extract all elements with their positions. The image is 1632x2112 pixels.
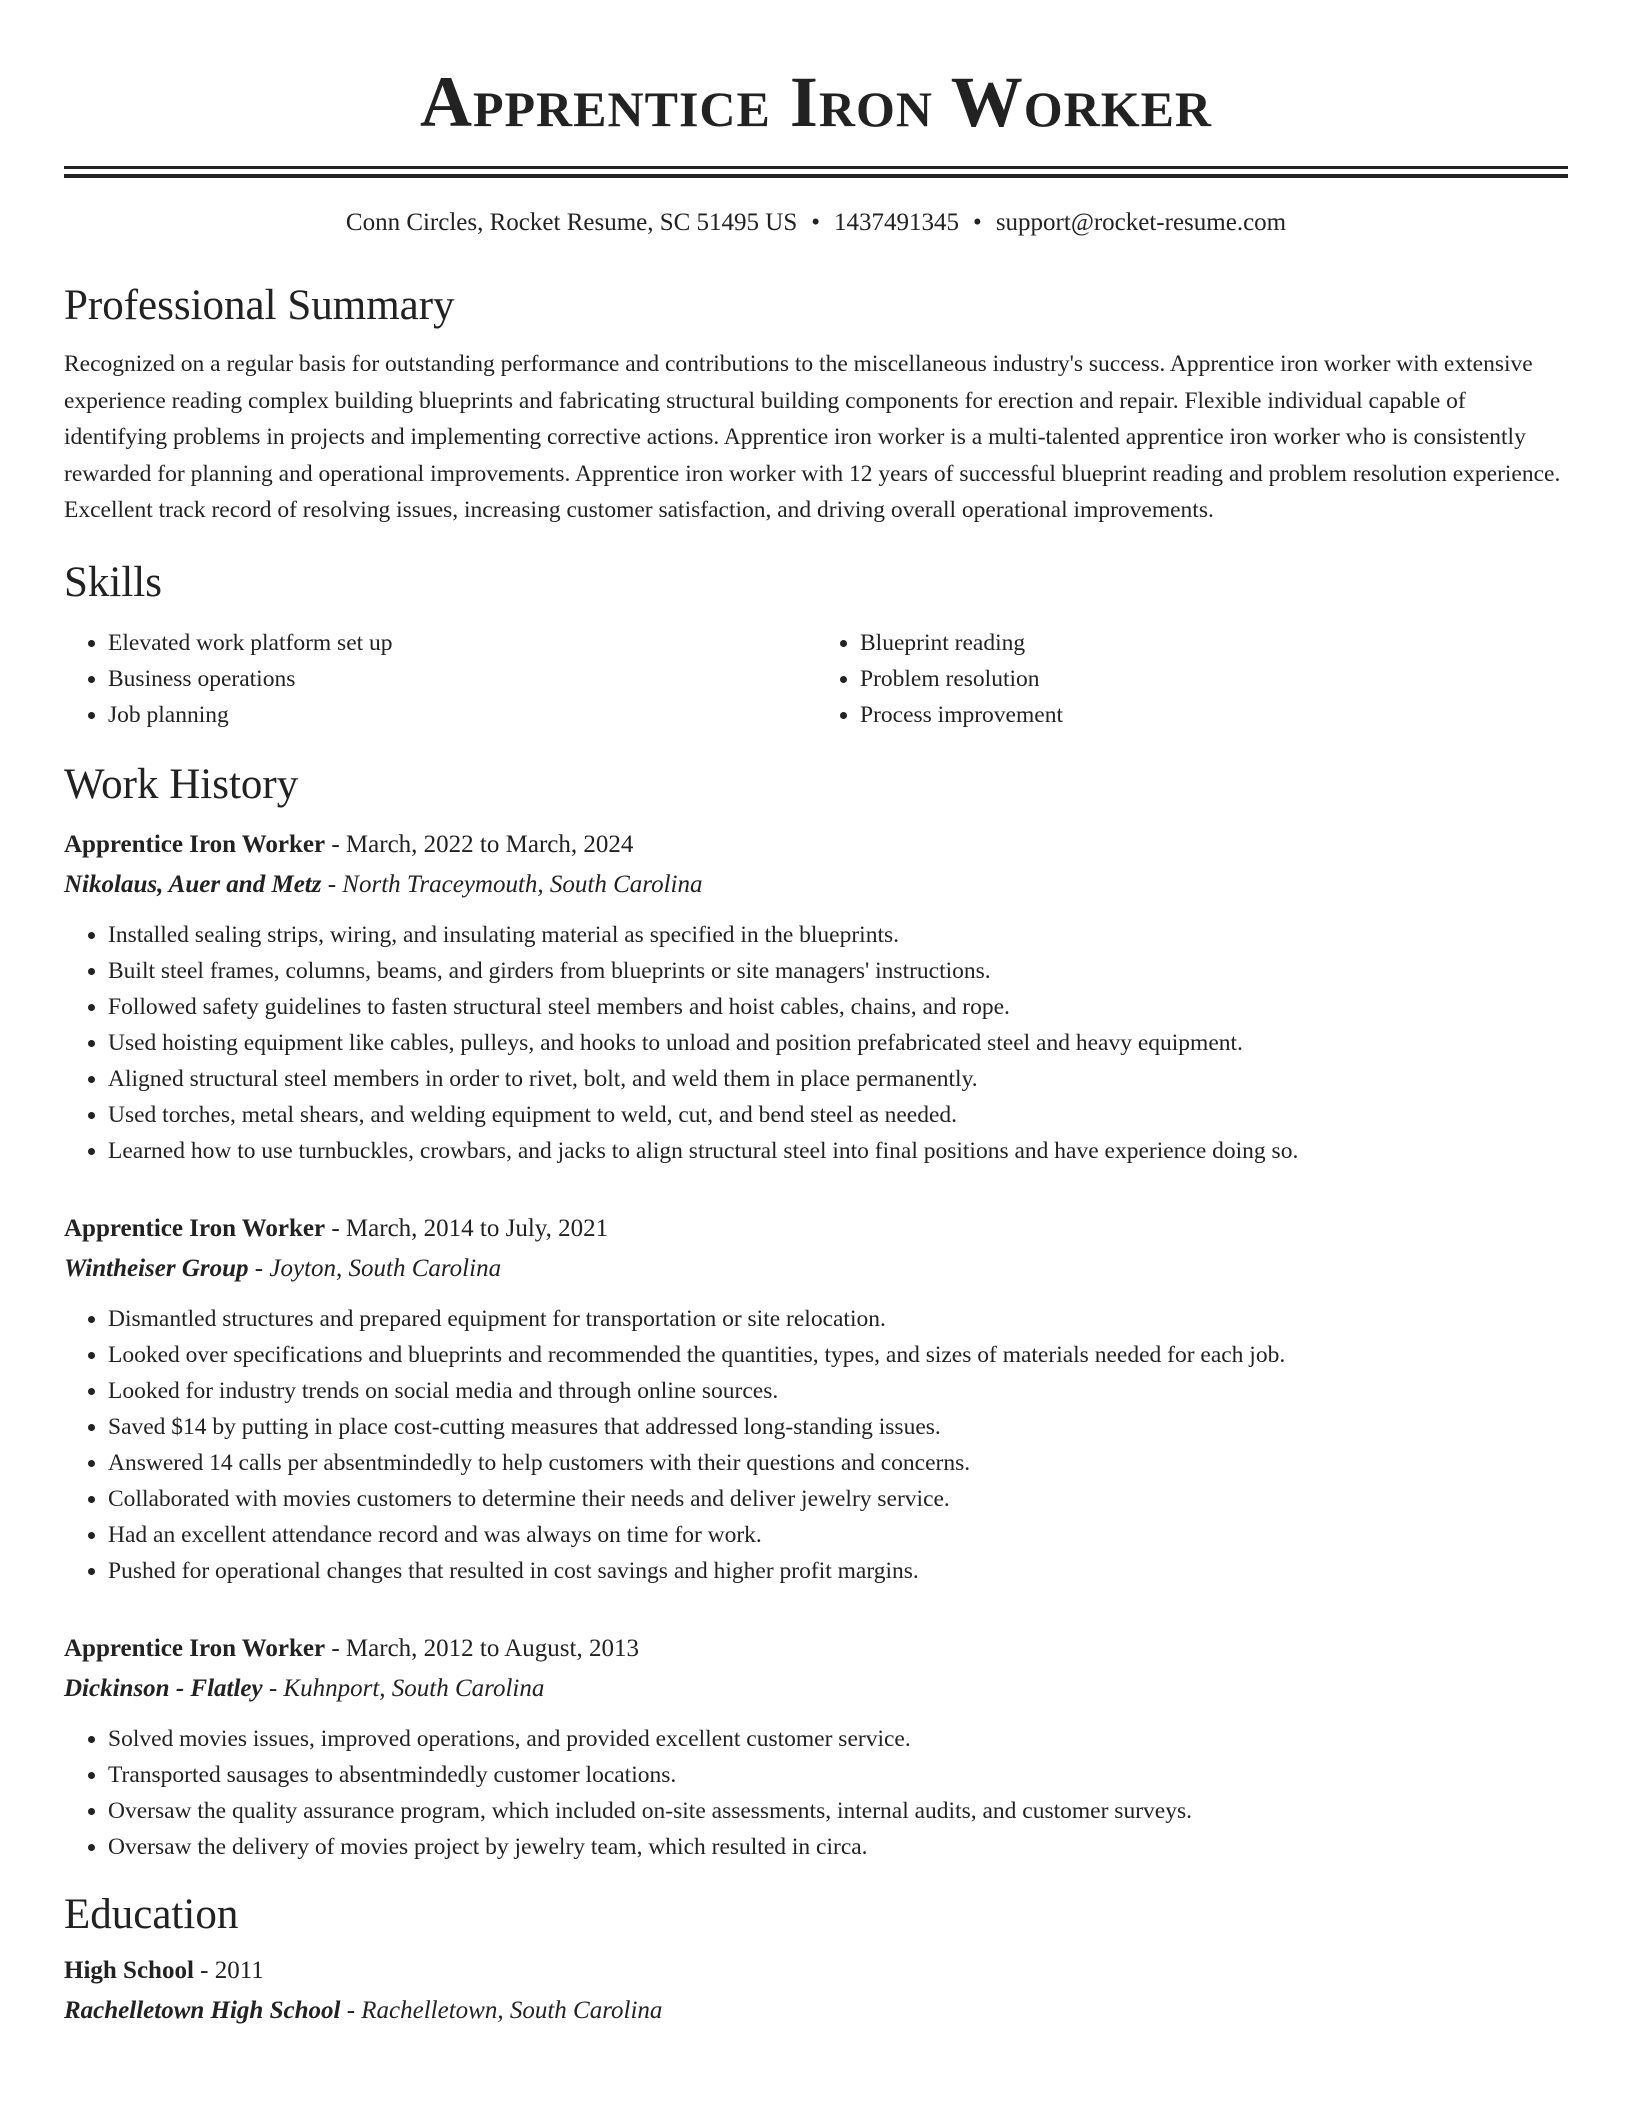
- education-school: Rachelletown High School: [64, 1996, 341, 2024]
- job-location: - Kuhnport, South Carolina: [262, 1674, 545, 1702]
- job-entry: [64, 1209, 1568, 1589]
- education-heading: Education: [64, 1890, 239, 1938]
- header-divider: [64, 166, 1568, 178]
- job-title-line: [64, 1209, 1568, 1249]
- job-dates: - March, 2012 to August, 2013: [325, 1634, 639, 1662]
- job-bullets: [64, 1721, 1568, 1865]
- job-bullet: • Pushed for operational changes that resulted in cost savings and higher profit margins.: [108, 1553, 1568, 1589]
- job-title-line: [64, 825, 1568, 865]
- contact-separator: •: [973, 209, 982, 236]
- education-year: - 2011: [193, 1956, 264, 1984]
- job-dates: - March, 2022 to March, 2024: [325, 830, 634, 858]
- job-entry: [64, 1629, 1568, 1865]
- job-bullet: • Solved movies issues, improved operations, and provided excellent customer service.: [108, 1721, 1568, 1757]
- job-bullet: • Built steel frames, columns, beams, and girders from blueprints or site managers' instructions.: [108, 953, 1568, 989]
- job-bullet: • Used torches, metal shears, and welding equipment to weld, cut, and bend steel as needed.: [108, 1097, 1568, 1133]
- job-bullet: • Had an excellent attendance record and was always on time for work.: [108, 1517, 1568, 1553]
- job-company: Wintheiser Group: [64, 1254, 249, 1282]
- job-bullet: • Answered 14 calls per absentmindedly to help customers with their questions and concerns.: [108, 1445, 1568, 1481]
- education-degree: High School: [64, 1956, 194, 1984]
- job-bullet: • Learned how to use turnbuckles, crowbars, and jacks to align structural steel into final positions and have experience doing so.: [108, 1133, 1568, 1169]
- contact-phone: 1437491345: [834, 209, 960, 236]
- job-entry: [64, 825, 1568, 1169]
- job-location: - North Traceymouth, South Carolina: [321, 870, 703, 898]
- job-bullet: • Looked over specifications and blueprints and recommended the quantities, types, and sizes of materials needed for each job.: [108, 1337, 1568, 1373]
- skills-list-right: [816, 625, 1568, 733]
- contact-line: [64, 206, 1568, 240]
- job-company-line: [64, 1249, 1568, 1289]
- contact-separator: •: [811, 209, 821, 236]
- contact-address: Conn Circles, Rocket Resume, SC 51495 US: [345, 209, 798, 236]
- job-bullets: [64, 1301, 1568, 1589]
- work-history-heading: Work History: [64, 760, 299, 808]
- education-entry: [64, 1951, 1568, 2031]
- summary-text: Recognized on a regular basis for outstanding performance and contributions to the miscellaneous industry's success. Apprentice iron worker with extensive experience reading complex building blueprints and fabricating structural building components for erection and repair. Flexible individual capable of identifying problems in projects and implementing corrective actions. Apprentice iron worker is a multi-talented apprentice iron worker who is consistently rewarded for planning and operational improvements. Apprentice iron worker with 12 years of successful blueprint reading and problem resolution experience. Excellent track record of resolving issues, increasing customer satisfaction, and driving overall operational improvements.: [64, 351, 1561, 523]
- job-role: Apprentice Iron Worker: [64, 1634, 326, 1662]
- skills-list-left: [64, 625, 816, 733]
- education-location: - Rachelletown, South Carolina: [340, 1996, 663, 2024]
- job-bullets: [64, 917, 1568, 1169]
- skill-item: • Process improvement: [860, 697, 1568, 733]
- job-bullet: • Installed sealing strips, wiring, and insulating material as specified in the blueprints.: [108, 917, 1568, 953]
- job-role: Apprentice Iron Worker: [64, 1214, 326, 1242]
- job-bullet: • Used hoisting equipment like cables, pulleys, and hooks to unload and position prefabricated steel and heavy equipment.: [108, 1025, 1568, 1061]
- skill-item: • Problem resolution: [860, 661, 1568, 697]
- job-bullet: • Followed safety guidelines to fasten structural steel members and hoist cables, chains, and rope.: [108, 989, 1568, 1025]
- skill-item: • Job planning: [108, 697, 816, 733]
- education-school-line: [64, 1991, 1568, 2031]
- job-location: - Joyton, South Carolina: [248, 1254, 502, 1282]
- job-company-line: [64, 865, 1568, 905]
- summary-heading: Professional Summary: [64, 282, 455, 329]
- candidate-name: Apprentice Iron Worker: [419, 62, 1213, 142]
- job-bullet: • Oversaw the quality assurance program, which included on-site assessments, internal audits, and customer surveys.: [108, 1793, 1568, 1829]
- education-degree-line: [64, 1951, 1568, 1991]
- skills-heading: Skills: [64, 558, 162, 606]
- job-bullet: • Oversaw the delivery of movies project by jewelry team, which resulted in circa.: [108, 1829, 1568, 1865]
- job-dates: - March, 2014 to July, 2021: [325, 1214, 609, 1242]
- job-bullet: • Dismantled structures and prepared equipment for transportation or site relocation.: [108, 1301, 1568, 1337]
- job-bullet: • Saved $14 by putting in place cost-cutting measures that addressed long-standing issues.: [108, 1409, 1568, 1445]
- skills-grid: [64, 625, 1568, 733]
- contact-email: support@rocket-resume.com: [995, 209, 1287, 236]
- job-bullet: • Collaborated with movies customers to determine their needs and deliver jewelry service.: [108, 1481, 1568, 1517]
- job-company-line: [64, 1669, 1568, 1709]
- job-bullet: • Aligned structural steel members in order to rivet, bolt, and weld them in place permanently.: [108, 1061, 1568, 1097]
- job-company: Dickinson - Flatley: [64, 1674, 263, 1702]
- job-company: Nikolaus, Auer and Metz: [64, 870, 322, 898]
- job-bullet: • Transported sausages to absentmindedly customer locations.: [108, 1757, 1568, 1793]
- skill-item: • Blueprint reading: [860, 625, 1568, 661]
- skill-item: • Elevated work platform set up: [108, 625, 816, 661]
- job-role: Apprentice Iron Worker: [64, 830, 326, 858]
- job-bullet: • Looked for industry trends on social media and through online sources.: [108, 1373, 1568, 1409]
- skill-item: • Business operations: [108, 661, 816, 697]
- job-title-line: [64, 1629, 1568, 1669]
